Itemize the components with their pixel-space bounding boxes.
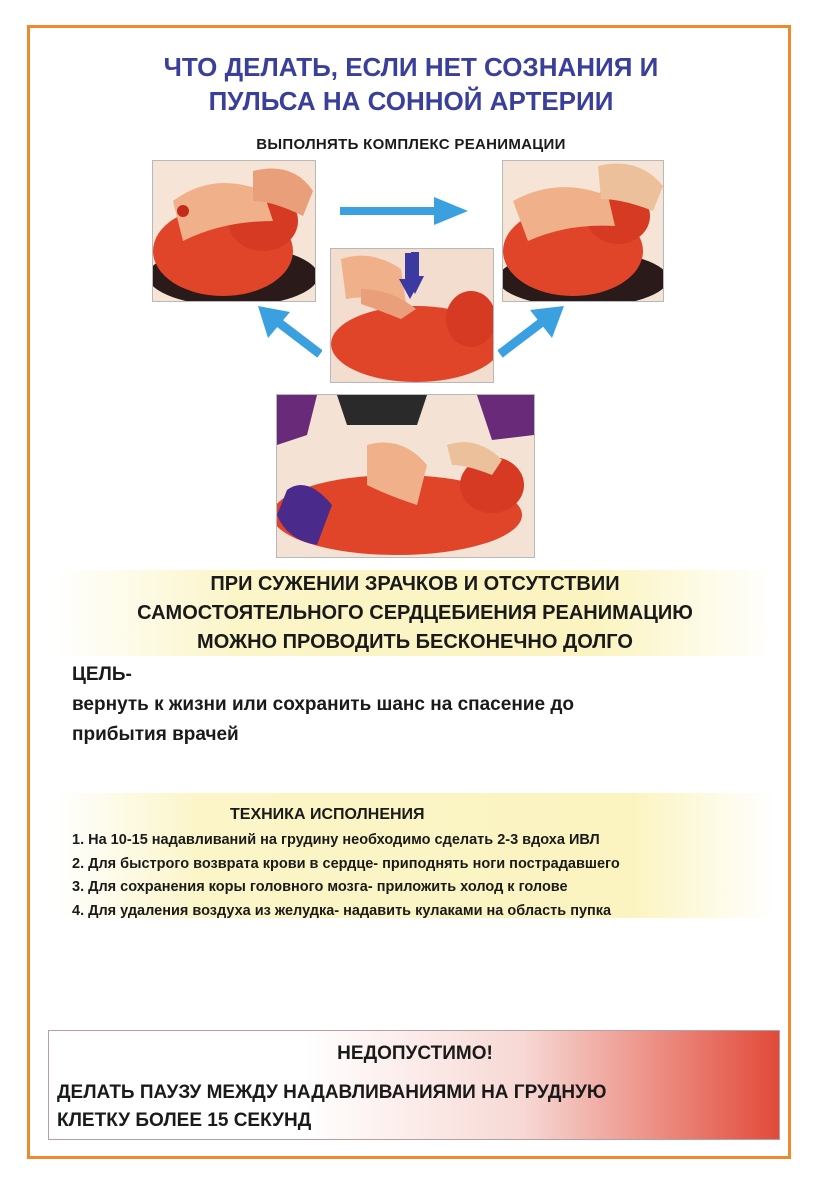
technique-item: 4. Для удаления воздуха из желудка- надавить кулаками на область пупка <box>72 902 612 919</box>
photo-rescue-breathing-1 <box>152 160 316 302</box>
technique-item: 2. Для быстрого возврата крови в сердце- приподнять ноги пострадавшего <box>72 855 620 872</box>
note-line2: САМОСТОЯТЕЛЬНОГО СЕРДЦЕБИЕНИЯ РЕАНИМАЦИЮ <box>137 602 693 624</box>
poster-subtitle: ВЫПОЛНЯТЬ КОМПЛЕКС РЕАНИМАЦИИ <box>256 136 566 153</box>
warning-text <box>57 1079 777 1135</box>
note-line1: ПРИ СУЖЕНИИ ЗРАЧКОВ И ОТСУТСТВИИ <box>210 573 620 595</box>
note-line3: МОЖНО ПРОВОДИТЬ БЕСКОНЕЧНО ДОЛГО <box>197 631 633 653</box>
goal-line1: вернуть к жизни или сохранить шанс на спасение до <box>72 694 574 715</box>
warning-line2: КЛЕТКУ БОЛЕЕ 15 СЕКУНД <box>57 1110 312 1131</box>
arrow-down-icon <box>406 252 424 294</box>
goal-line2: прибытия врачей <box>72 724 239 745</box>
technique-item: 3. Для сохранения коры головного мозга- приложить холод к голове <box>72 879 568 895</box>
poster-title-line1: ЧТО ДЕЛАТЬ, ЕСЛИ НЕТ СОЗНАНИЯ И <box>163 52 659 82</box>
warning-box <box>48 1030 780 1140</box>
warning-title: НЕДОПУСТИМО! <box>337 1043 493 1064</box>
goal-label: ЦЕЛЬ- <box>72 664 132 685</box>
arrow-up-left-icon <box>256 304 322 360</box>
photo-two-person-cpr <box>276 394 535 558</box>
warning-line1: ДЕЛАТЬ ПАУЗУ МЕЖДУ НАДАВЛИВАНИЯМИ НА ГРУДНУЮ <box>57 1082 607 1103</box>
goal-section <box>72 660 752 750</box>
poster-title-line2: ПУЛЬСА НА СОННОЙ АРТЕРИИ <box>208 86 614 116</box>
technique-item: 1. На 10-15 надавливаний на грудину необходимо сделать 2-3 вдоха ИВЛ <box>72 832 600 848</box>
technique-list <box>72 829 620 923</box>
arrow-up-right-icon <box>498 304 566 358</box>
technique-title: ТЕХНИКА ИСПОЛНЕНИЯ <box>230 806 425 823</box>
note-band <box>55 570 775 656</box>
photo-rescue-breathing-2 <box>502 160 664 302</box>
arrow-right-icon <box>340 197 468 225</box>
